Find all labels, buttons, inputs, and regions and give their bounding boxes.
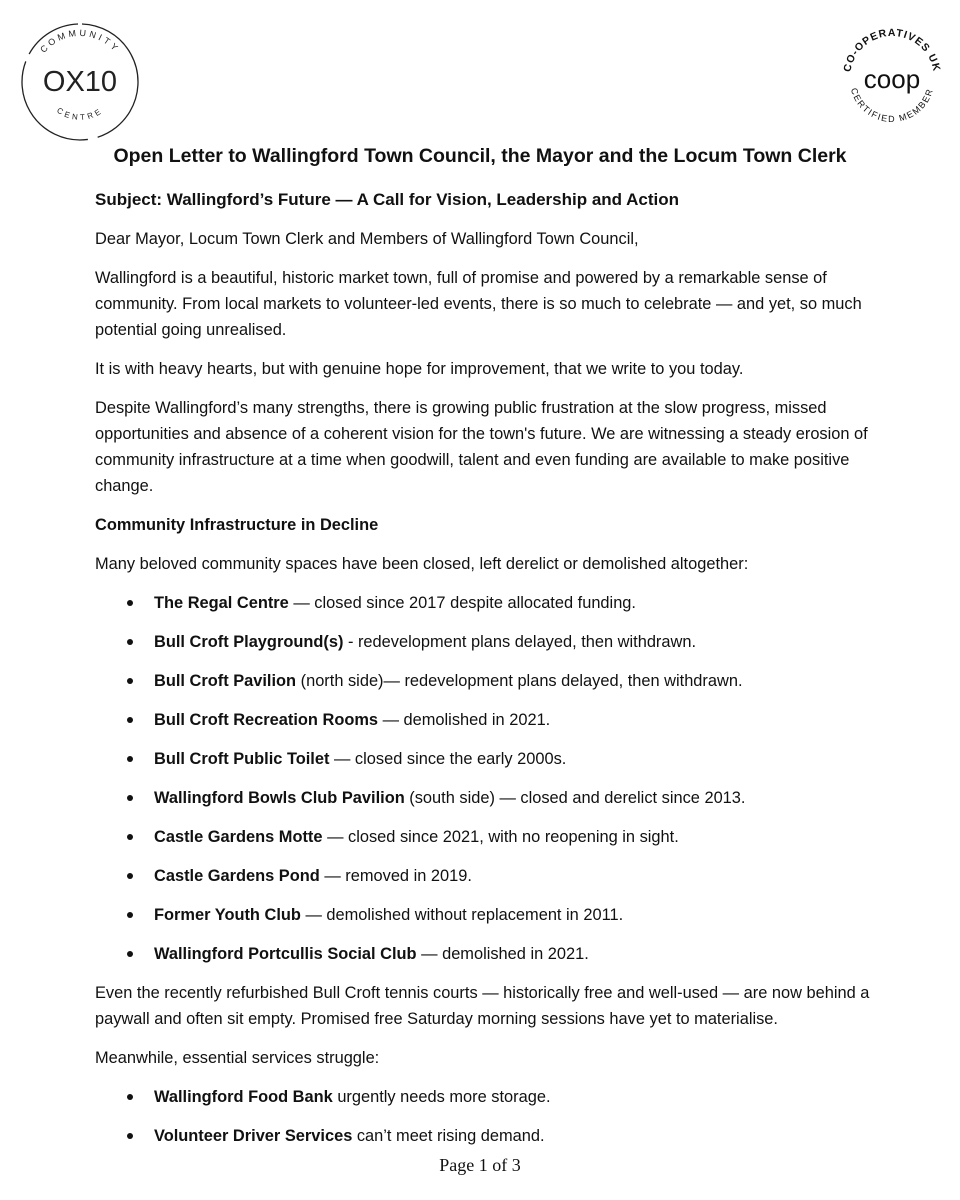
logo-left-top-text: COMMUNITY [38,27,122,55]
list-item [95,1084,885,1110]
paragraph-services-intro: Meanwhile, essential services struggle: [95,1049,380,1067]
list-item-detail: — closed since 2021, with no reopening in sight. [322,828,679,846]
list-item-name: Former Youth Club [154,906,301,924]
paragraph-frustration: Despite Wallingford’s many strengths, there is growing public frustration at the slow progress, missed opportunities and absence of a coherent vision for the town's future. We are witnessing a steady erosion of community infrastructure at a time when goodwill, talent and even funding are available to make positive change. [95,399,868,495]
list-item-detail: — removed in 2019. [319,867,472,885]
letter-title: Open Letter to Wallingford Town Council, the Mayor and the Locum Town Clerk [113,145,847,167]
list-item-detail: can’t meet rising demand. [352,1127,545,1145]
decline-list [95,590,885,967]
list-item-name: Castle Gardens Motte [154,828,323,846]
list-item-name: Wallingford Food Bank [154,1088,333,1106]
list-item [95,707,885,733]
list-item [95,746,885,772]
list-item-name: Bull Croft Pavilion [154,672,297,690]
section-heading-decline: Community Infrastructure in Decline [95,516,379,534]
list-item-detail: (south side) — closed and derelict since 2013. [404,789,746,807]
list-item-name: Volunteer Driver Services [154,1127,353,1145]
coop-certified-member-logo [838,20,946,132]
page-number: Page 1 of 3 [439,1155,521,1175]
letter-subject: Subject: Wallingford’s Future — A Call for Vision, Leadership and Action [95,190,680,209]
paragraph-tennis-courts: Even the recently refurbished Bull Croft tennis courts — historically free and well-used — are now behind a paywall and often sit empty. Promised free Saturday morning sessions have yet to materialise. [95,984,870,1028]
list-item [95,1123,885,1149]
svg-text:CENTRE [55,106,105,122]
list-item-name: Castle Gardens Pond [154,867,320,885]
list-item-detail: — closed since the early 2000s. [329,750,567,768]
paragraph-hope: It is with heavy hearts, but with genuine hope for improvement, that we write to you today. [95,360,744,378]
list-item-detail: — demolished in 2021. [416,945,589,963]
list-item-name: Bull Croft Recreation Rooms [154,711,379,729]
list-item [95,863,885,889]
list-item-name: Bull Croft Playground(s) [154,633,344,651]
logo-left-main-text: OX10 [42,66,118,98]
list-item-detail: — closed since 2017 despite allocated funding. [288,594,636,612]
list-item [95,902,885,928]
list-item-detail: — demolished in 2021. [378,711,551,729]
logo-right-bottom-text: CERTIFIED MEMBER [848,86,936,125]
services-list [95,1084,885,1149]
list-item [95,941,885,967]
list-item-detail: (north side)— redevelopment plans delayed, then withdrawn. [296,672,743,690]
list-item-detail: - redevelopment plans delayed, then withdrawn. [343,633,697,651]
list-item [95,785,885,811]
list-item-detail: urgently needs more storage. [332,1088,551,1106]
salutation: Dear Mayor, Locum Town Clerk and Members of Wallingford Town Council, [95,230,639,248]
list-item [95,824,885,850]
logo-left-bottom-text: CENTRE [55,105,105,123]
list-item [95,668,885,694]
ox10-community-centre-logo [18,20,142,144]
list-item-name: Wallingford Bowls Club Pavilion [154,789,405,807]
list-item-detail: — demolished without replacement in 2011. [300,906,624,924]
logo-right-main-text: coop [863,64,921,94]
list-item-name: Wallingford Portcullis Social Club [154,945,417,963]
list-item [95,629,885,655]
paragraph-decline-intro: Many beloved community spaces have been closed, left derelict or demolished altogether: [95,555,749,573]
list-item [95,590,885,616]
list-item-name: Bull Croft Public Toilet [154,750,330,768]
logo-right-top-text: CO-OPERATIVES UK [841,26,943,74]
paragraph-intro: Wallingford is a beautiful, historic market town, full of promise and powered by a remarkable sense of community. From local markets to volunteer-led events, there is so much to celebrate — and yet, so much potential going unrealised. [95,269,862,339]
letter-body [95,187,885,1162]
list-item-name: The Regal Centre [154,594,289,612]
